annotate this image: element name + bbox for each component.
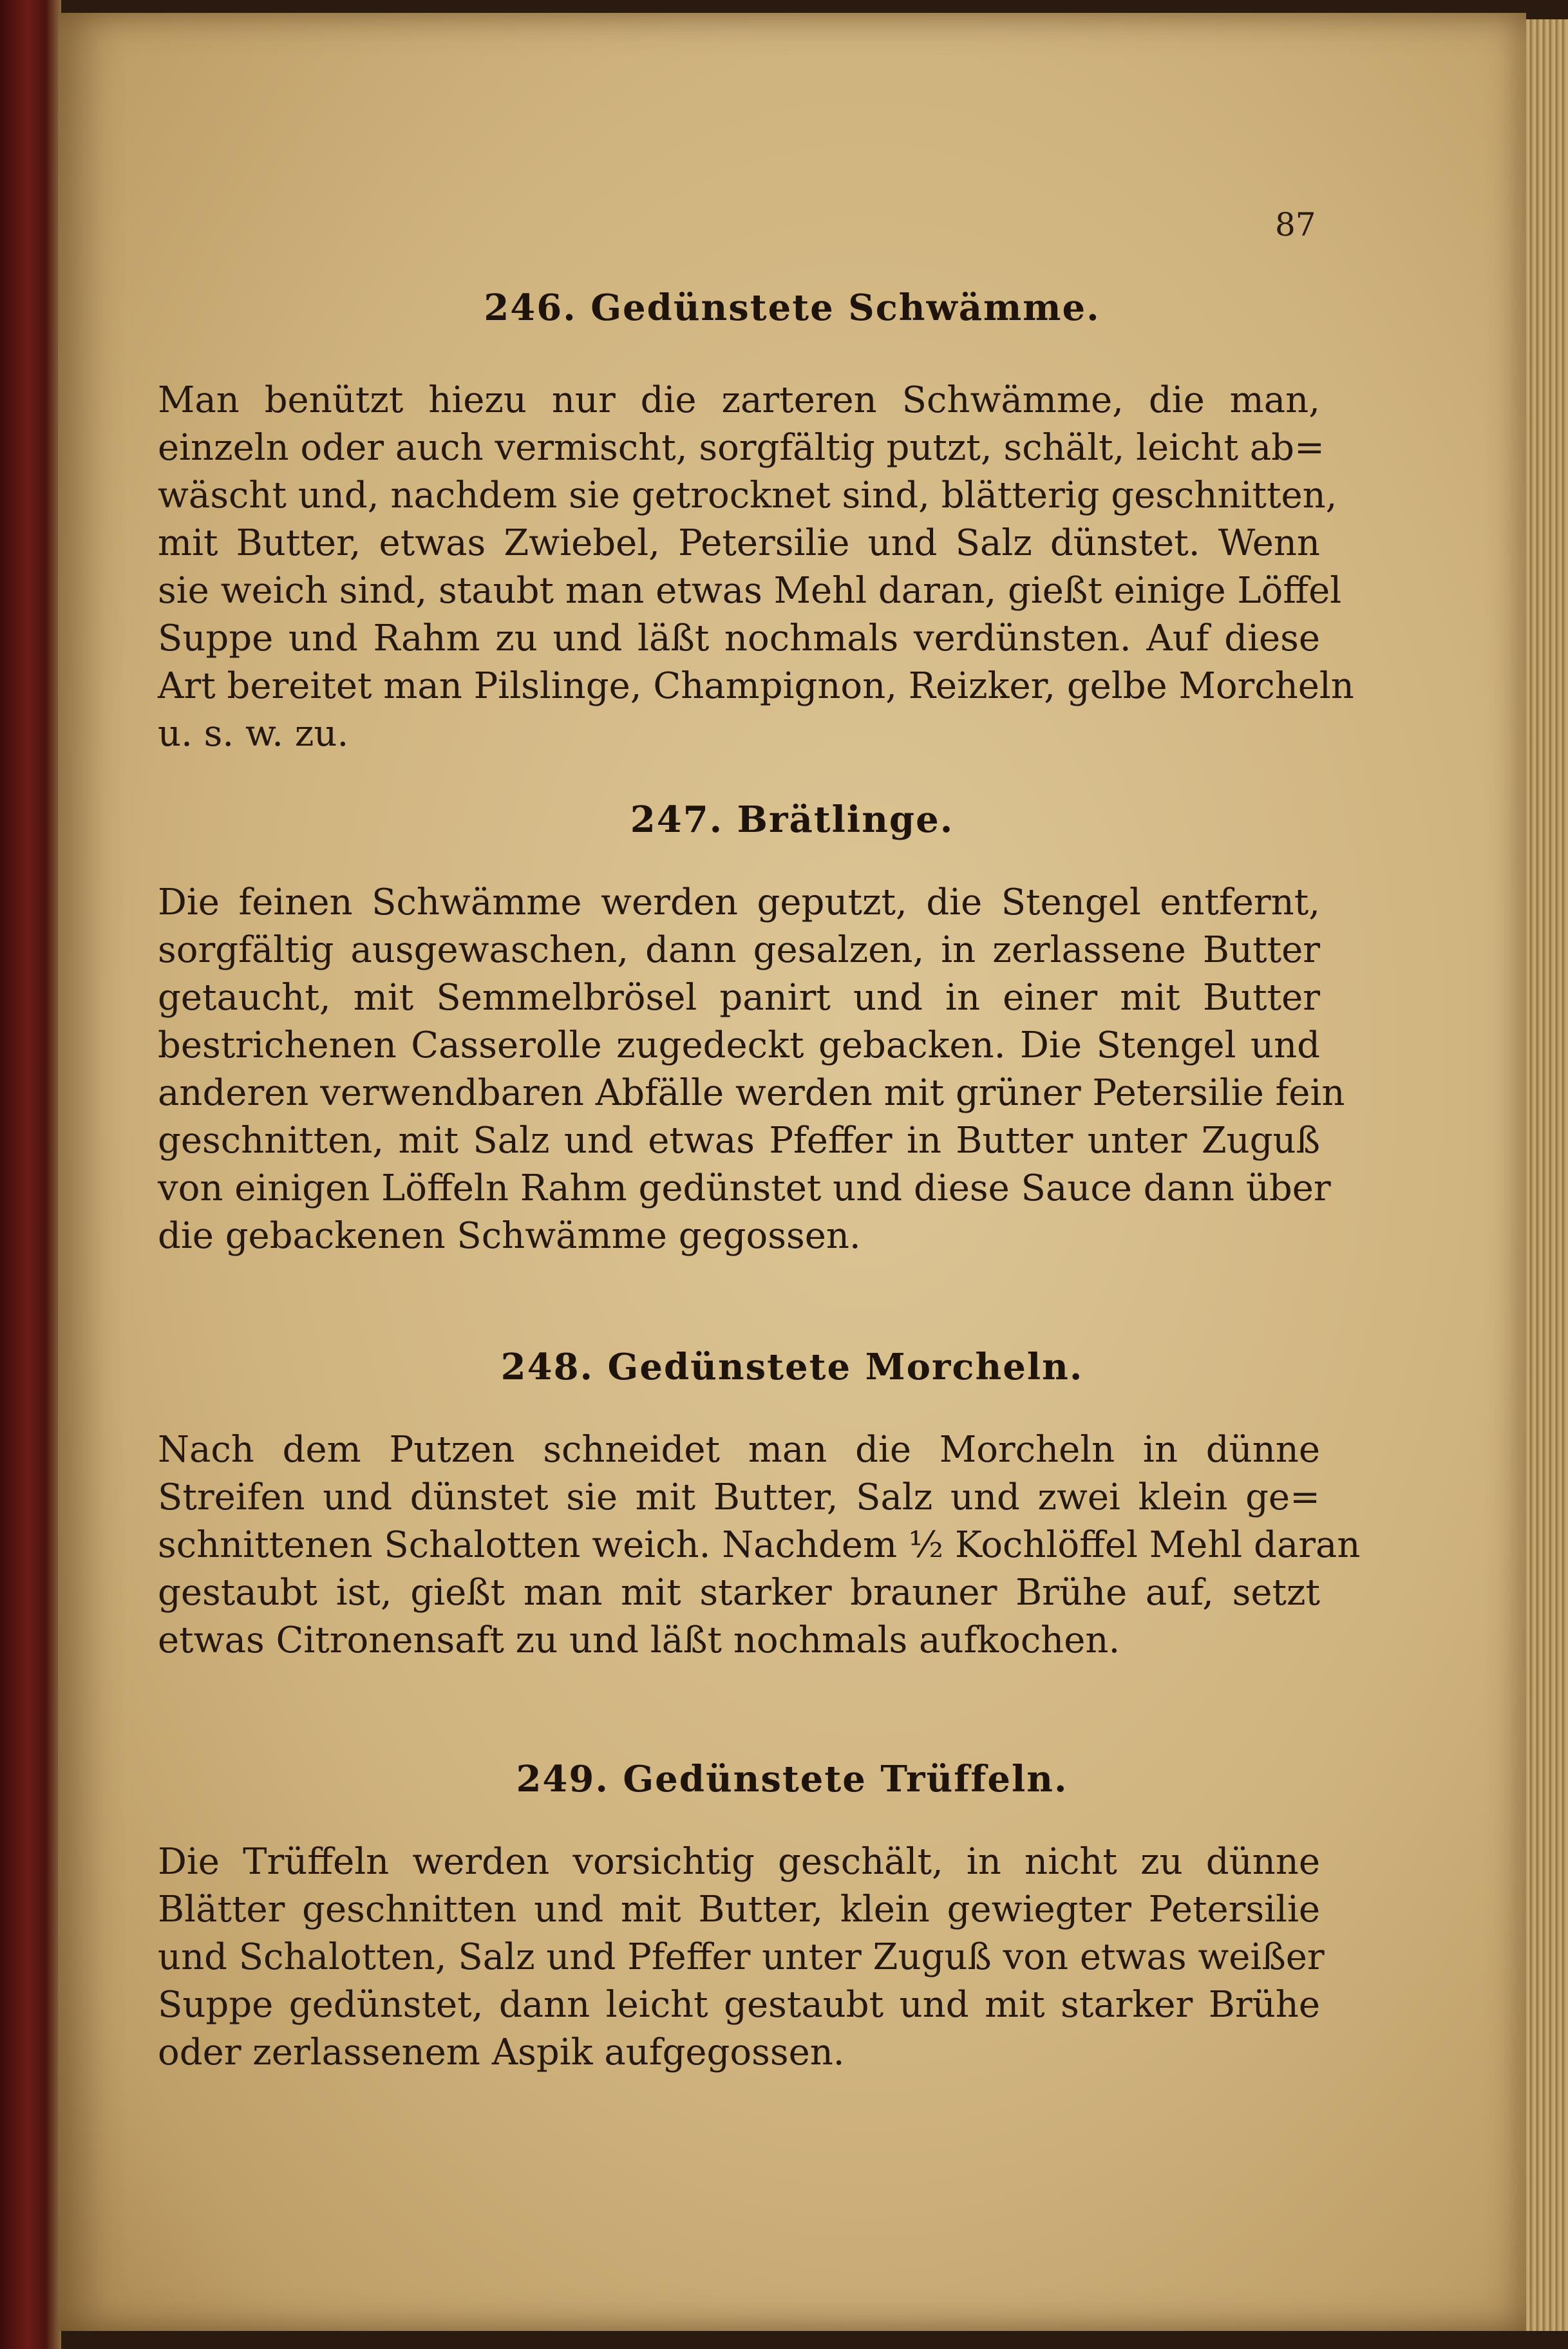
- text-line: schnittenen Schalotten weich. Nachdem ½ Kochlöffel Mehl daran: [158, 1524, 1361, 1566]
- text-line: Man benützt hiezu nur die zarteren Schwämme, die man,: [158, 379, 1320, 421]
- text-line: geschnitten, mit Salz und etwas Pfeffer in Butter unter Zuguß: [158, 1120, 1320, 1162]
- text-line: sie weich sind, staubt man etwas Mehl daran, gießt einige Löffel: [158, 570, 1342, 612]
- recipe-text-248: [158, 1426, 1361, 1665]
- text-line: Die Trüffeln werden vorsichtig geschält, in nicht zu dünne: [158, 1841, 1320, 1883]
- text-line: die gebackenen Schwämme gegossen.: [158, 1215, 861, 1257]
- text-line: gestaubt ist, gießt man mit starker brauner Brühe auf, setzt: [158, 1572, 1320, 1614]
- text-line: Die feinen Schwämme werden geputzt, die Stengel entfernt,: [158, 882, 1320, 923]
- book-spine: [0, 0, 61, 2349]
- text-line: Streifen und dünstet sie mit Butter, Salz und zwei klein ge=: [158, 1476, 1320, 1518]
- text-line: mit Butter, etwas Zwiebel, Petersilie und Salz dünstet. Wenn: [158, 522, 1320, 564]
- text-line: getaucht, mit Semmelbrösel panirt und in einer mit Butter: [158, 977, 1320, 1019]
- text-line: Blätter geschnitten und mit Butter, klein gewiegter Petersilie: [158, 1889, 1320, 1930]
- text-line: etwas Citronensaft zu und läßt nochmals aufkochen.: [158, 1619, 1120, 1661]
- text-line: von einigen Löffeln Rahm gedünstet und diese Sauce dann über: [158, 1167, 1331, 1209]
- text-line: und Schalotten, Salz und Pfeffer unter Zuguß von etwas weißer: [158, 1936, 1325, 1978]
- book-page: [58, 13, 1526, 2331]
- recipe-text-249: [158, 1838, 1325, 2077]
- text-line: u. s. w. zu.: [158, 713, 349, 755]
- text-line: bestrichenen Casserolle zugedeckt gebacken. Die Stengel und: [158, 1024, 1320, 1066]
- text-line: Suppe gedünstet, dann leicht gestaubt und mit starker Brühe: [158, 1984, 1320, 2026]
- text-line: anderen verwendbaren Abfälle werden mit grüner Petersilie fein: [158, 1072, 1345, 1114]
- text-line: oder zerlassenem Aspik aufgegossen.: [158, 2032, 845, 2073]
- recipe-heading-249: 249. Gedünstete Trüffeln.: [516, 1758, 1068, 1800]
- recipe-text-247: [158, 879, 1345, 1260]
- text-line: einzeln oder auch vermischt, sorgfältig putzt, schält, leicht ab=: [158, 427, 1325, 469]
- text-line: wäscht und, nachdem sie getrocknet sind, blätterig geschnitten,: [158, 475, 1337, 516]
- text-line: Art bereitet man Pilslinge, Champignon, Reizker, gelbe Morcheln: [158, 665, 1354, 707]
- recipe-heading-246: 246. Gedünstete Schwämme.: [484, 287, 1100, 329]
- recipe-heading-247: 247. Brätlinge.: [630, 798, 954, 841]
- text-line: sorgfältig ausgewaschen, dann gesalzen, in zerlassene Butter: [158, 929, 1320, 971]
- recipe-text-246: [158, 377, 1354, 758]
- page-number: 87: [1275, 206, 1316, 243]
- page-edges: [1526, 19, 1568, 2331]
- recipe-heading-248: 248. Gedünstete Morcheln.: [500, 1346, 1084, 1388]
- text-line: Nach dem Putzen schneidet man die Morcheln in dünne: [158, 1429, 1320, 1471]
- text-line: Suppe und Rahm zu und läßt nochmals verdünsten. Auf diese: [158, 618, 1320, 659]
